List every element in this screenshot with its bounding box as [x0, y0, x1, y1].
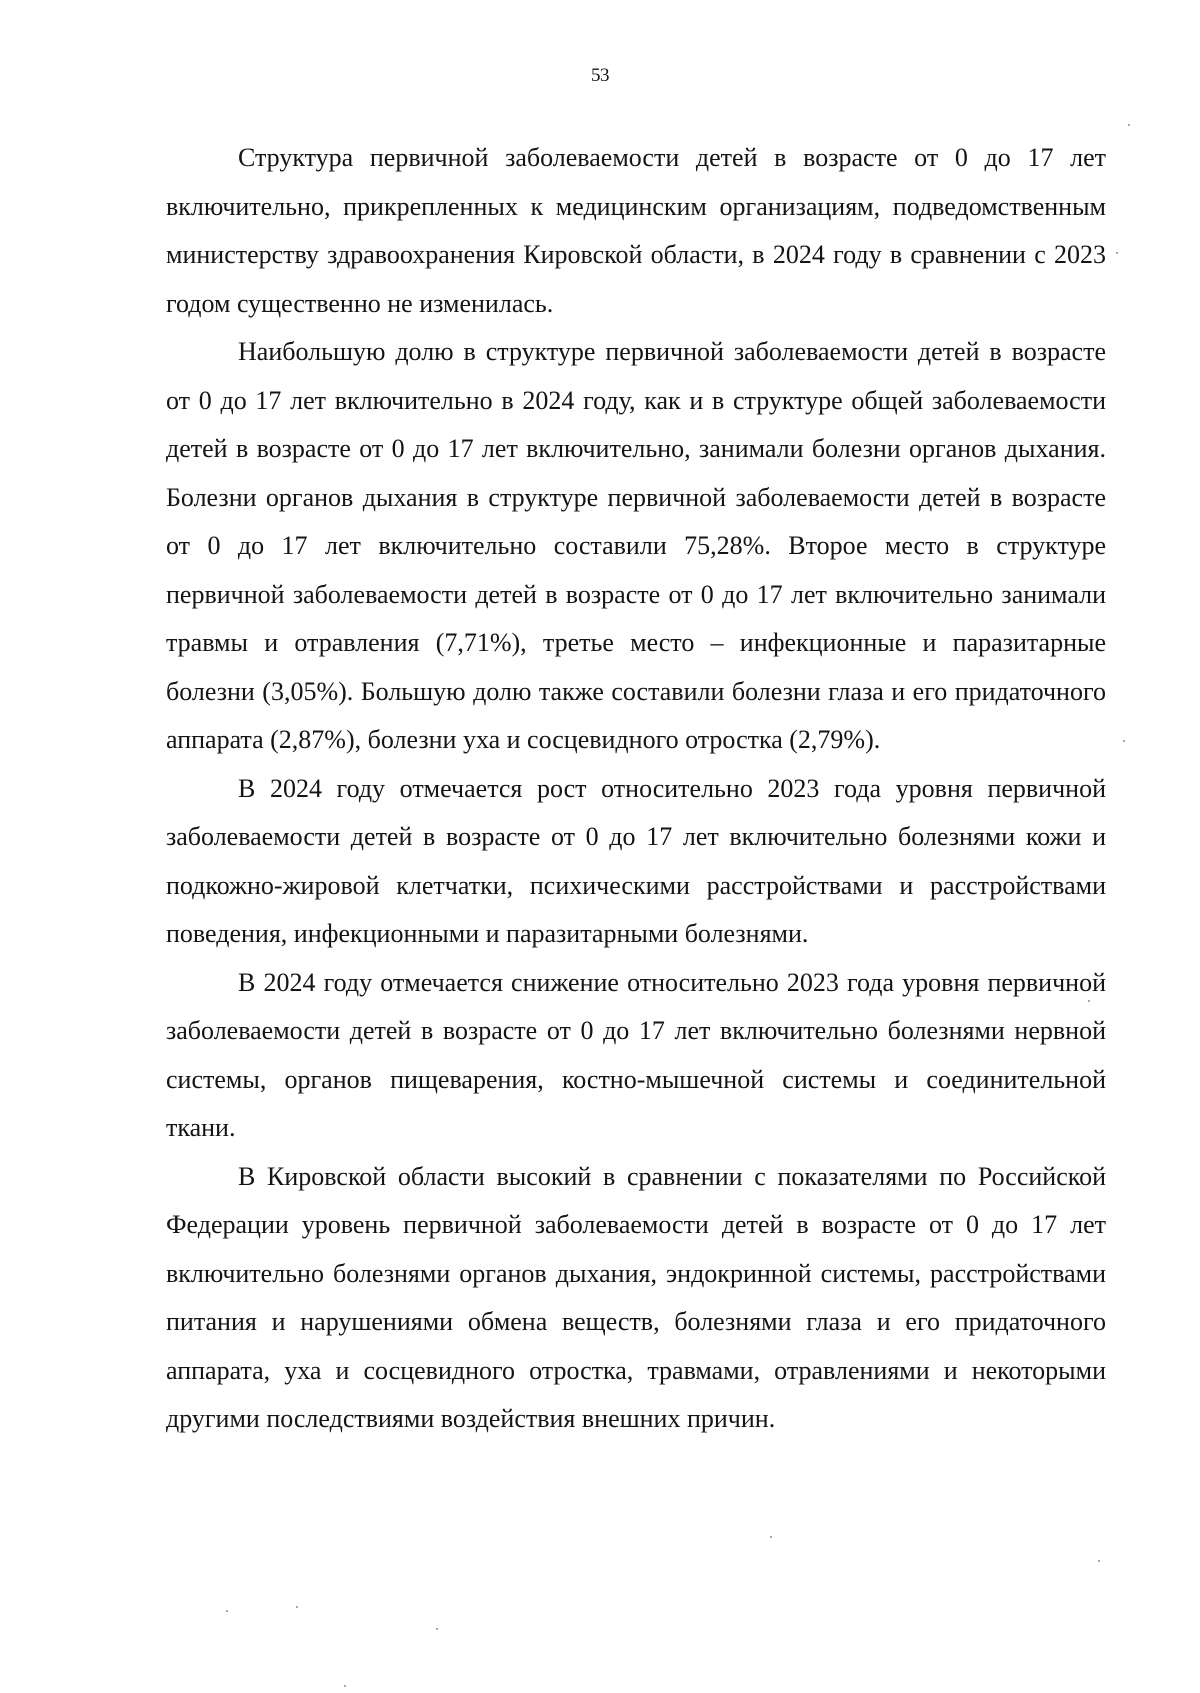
- paragraph-decrease: В 2024 году отмечается снижение относительно 2023 года уровня первичной заболеваемости детей в возрасте от 0 до 17 лет включительно болезнями нервной системы, органов пищеварения, костно-мышечной системы и соединительной ткани.: [166, 967, 1106, 1142]
- scan-speck: [1123, 740, 1125, 742]
- scan-speck: [226, 1610, 228, 1612]
- paragraph-growth: В 2024 году отмечается рост относительно 2023 года уровня первичной заболеваемости детей в возрасте от 0 до 17 лет включительно болезнями кожи и подкожно-жировой клетчатки, психическими расстройствами и расстройствами поведения, инфекционными и паразитарными болезнями.: [166, 773, 1106, 948]
- paragraph-structure-overview: Структура первичной заболеваемости детей в возрасте от 0 до 17 лет включительно, прикрепленных к медицинским организациям, подведомственным министерству здравоохранения Кировской области, в 2024 году в сравнении с 2023 годом существенно не изменилась.: [166, 143, 1106, 318]
- scan-speck: [344, 1685, 346, 1687]
- page-number: 53: [591, 65, 609, 86]
- scan-speck: [1128, 124, 1130, 126]
- scan-speck: [1088, 1000, 1090, 1002]
- scan-speck: [436, 1628, 438, 1630]
- paragraph-regional-comparison: В Кировской области высокий в сравнении с показателями по Российской Федерации уровень первичной заболеваемости детей в возрасте от 0 до 17 лет включительно болезнями органов дыхания, эндокринной системы, расстройствами питания и нарушениями обмена веществ, болезнями глаза и его придаточного аппарата, уха и сосцевидного отростка, травмами, отравлениями и некоторыми другими последствиями воздействия внешних причин.: [166, 1161, 1106, 1433]
- body-text: [166, 134, 1106, 1444]
- paragraph-largest-share: Наибольшую долю в структуре первичной заболеваемости детей в возрасте от 0 до 17 лет включительно в 2024 году, как и в структуре общей заболеваемости детей в возрасте от 0 до 17 лет включительно, занимали болезни органов дыхания. Болезни органов дыхания в структуре первичной заболеваемости детей в возрасте от 0 до 17 лет включительно составили 75,28%. Второе место в структуре первичной заболеваемости детей в возрасте от 0 до 17 лет включительно занимали травмы и отравления (7,71%), третье место – инфекционные и паразитарные болезни (3,05%). Большую долю также составили болезни глаза и его придаточного аппарата (2,87%), болезни уха и сосцевидного отростка (2,79%).: [166, 337, 1106, 754]
- scan-speck: [296, 1606, 298, 1608]
- scan-speck: [1098, 1560, 1100, 1562]
- scan-speck: [770, 1536, 772, 1538]
- scan-speck: [1116, 252, 1118, 254]
